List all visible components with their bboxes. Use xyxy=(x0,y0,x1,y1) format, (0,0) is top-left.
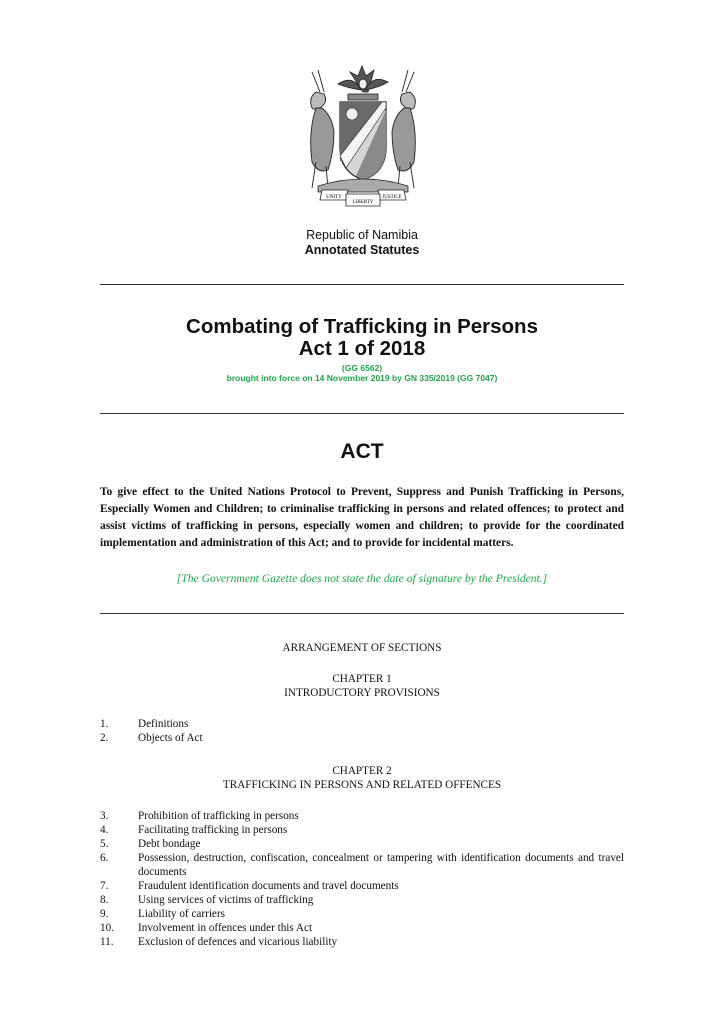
toc-item[interactable] xyxy=(100,921,624,935)
section-label: Definitions xyxy=(138,718,189,730)
motto-center: LIBERTY xyxy=(352,200,374,205)
section-number: 4. xyxy=(100,824,109,836)
act-heading: ACT xyxy=(340,440,384,463)
motto-left: UNITY xyxy=(326,195,342,200)
toc-item[interactable] xyxy=(100,731,624,745)
chapter-1-number: CHAPTER 1 xyxy=(332,673,392,685)
toc-item[interactable] xyxy=(100,823,624,837)
section-number: 7. xyxy=(100,880,109,892)
oryx-left-icon xyxy=(311,70,334,188)
section-number: 5. xyxy=(100,838,109,850)
coat-of-arms-emblem xyxy=(298,62,428,210)
long-title: To give effect to the United Nations Protocol to Prevent, Suppress and Punish Trafficking in Persons, Especially Women and Children; to criminalise trafficking in persons and related offences; to protect and assist victims of trafficking in persons, especially women and children; to provide for the coordinated implementation and administration of this Act; and to provide for incidental matters. xyxy=(100,486,624,549)
chapter-1-sections xyxy=(100,717,624,745)
title-block xyxy=(0,316,724,383)
editorial-note: [The Government Gazette does not state the date of signature by the President.] xyxy=(176,572,548,585)
toc-item[interactable] xyxy=(100,907,624,921)
chapter-2-title: TRAFFICKING IN PERSONS AND RELATED OFFENCES xyxy=(222,779,502,791)
section-number: 10. xyxy=(100,922,114,934)
section-label: Liability of carriers xyxy=(138,908,225,920)
section-number: 1. xyxy=(100,718,109,730)
toc-item[interactable] xyxy=(100,837,624,851)
section-label: Prohibition of trafficking in persons xyxy=(138,810,299,822)
toc-item[interactable] xyxy=(100,935,624,949)
divider-bottom xyxy=(100,613,624,614)
chapter-1-title: INTRODUCTORY PROVISIONS xyxy=(284,687,440,699)
arrangement-heading: ARRANGEMENT OF SECTIONS xyxy=(282,642,442,654)
section-label: Using services of victims of trafficking xyxy=(138,894,314,906)
section-label: Facilitating trafficking in persons xyxy=(138,824,288,836)
publisher-name: Republic of Namibia xyxy=(306,228,418,242)
commencement-note: brought into force on 14 November 2019 by GN 335/2019 (GG 7047) xyxy=(226,373,498,383)
gazette-reference: (GG 6562) xyxy=(341,363,383,373)
act-number: Act 1 of 2018 xyxy=(298,337,426,360)
publisher-block xyxy=(0,228,724,258)
section-number: 8. xyxy=(100,894,109,906)
eagle-icon xyxy=(338,66,388,92)
toc-item[interactable] xyxy=(100,851,624,879)
toc-item[interactable] xyxy=(100,717,624,731)
section-label: Objects of Act xyxy=(138,732,203,744)
section-label: Fraudulent identification documents and travel documents xyxy=(138,880,399,892)
divider-middle xyxy=(100,413,624,414)
toc-item[interactable] xyxy=(100,809,624,823)
section-number: 6. xyxy=(100,852,109,864)
toc-item[interactable] xyxy=(100,893,624,907)
publisher-subtitle: Annotated Statutes xyxy=(304,243,420,257)
oryx-right-icon xyxy=(392,70,415,188)
section-number: 3. xyxy=(100,810,109,822)
divider-top xyxy=(100,284,624,285)
section-number: 9. xyxy=(100,908,109,920)
section-label: Involvement in offences under this Act xyxy=(138,922,313,934)
section-label: Exclusion of defences and vicarious liability xyxy=(138,936,338,948)
section-label: Debt bondage xyxy=(138,838,201,850)
section-number: 2. xyxy=(100,732,109,744)
motto-right: JUSTICE xyxy=(382,195,402,200)
chapter-2-number: CHAPTER 2 xyxy=(332,765,392,777)
toc-item[interactable] xyxy=(100,879,624,893)
act-title: Combating of Trafficking in Persons xyxy=(186,315,538,338)
section-label: Possession, destruction, confiscation, concealment or tampering with identification documents and travel documents xyxy=(138,852,624,878)
shield-icon xyxy=(340,102,386,180)
section-number: 11. xyxy=(100,936,114,948)
chapter-2-sections xyxy=(100,809,624,949)
